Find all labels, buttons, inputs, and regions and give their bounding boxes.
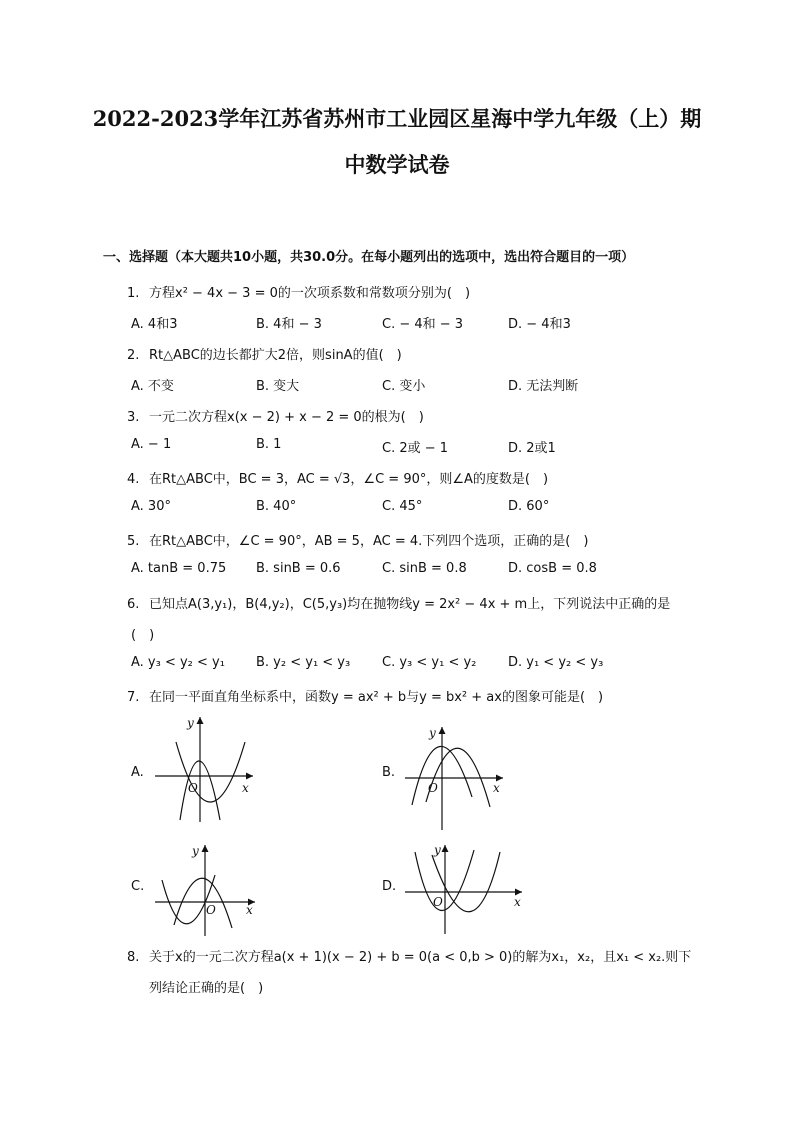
option-c[interactable]: C. sinB = 0.8 [382,561,467,576]
graph-d[interactable] [402,840,527,940]
curve-upward-parabola [176,742,245,802]
question-number: 2. [127,348,140,363]
question-8-continuation: 列结论正确的是( ) [149,981,264,996]
graph-option-c-label[interactable]: C. [131,879,145,894]
question-6-continuation: ( ) [131,628,155,643]
option-b[interactable]: B. y₂ < y₁ < y₃ [256,655,351,670]
x-axis-label: x [242,781,249,795]
option-b[interactable]: B. 1 [256,437,282,452]
y-axis-label: y [429,726,436,740]
option-a[interactable]: A. − 1 [131,437,172,452]
question-text: 在同一平面直角坐标系中，函数y = ax² + b与y = bx² + ax的图象可能是( ) [149,690,604,705]
question-6 [127,593,670,612]
origin-label: O [188,781,198,795]
graph-option-b-label[interactable]: B. [382,765,396,780]
graph-b[interactable] [400,722,510,832]
graph-option-d-label[interactable]: D. [382,879,397,894]
option-d[interactable]: D. 2或1 [508,441,556,456]
title-line-1: 2022-2023学年江苏省苏州市工业园区星海中学九年级（上）期 [92,106,702,131]
option-a[interactable]: A. 不变 [131,379,174,394]
page-title [60,96,734,188]
origin-label: O [206,903,216,917]
question-1 [127,282,470,301]
y-axis-label: y [434,843,441,857]
question-5 [127,530,588,549]
option-b[interactable]: B. 4和 − 3 [256,317,322,332]
option-d[interactable]: D. y₁ < y₂ < y₃ [508,655,604,670]
question-number: 4. [127,472,140,487]
option-d[interactable]: D. − 4和3 [508,317,571,332]
option-a[interactable]: A. 30° [131,499,171,514]
x-axis-label: x [514,895,521,909]
question-number: 7. [127,690,140,705]
origin-label: O [433,895,443,909]
y-axis-label: y [192,844,199,858]
section-heading: 一、选择题（本大题共10小题，共30.0分。在每小题列出的选项中，选出符合题目的一项） [103,250,635,265]
option-d[interactable]: D. 无法判断 [508,379,579,394]
question-8 [127,946,691,965]
option-b[interactable]: B. sinB = 0.6 [256,561,341,576]
graph-option-a-label[interactable]: A. [131,765,144,780]
question-number: 5. [127,534,140,549]
question-3 [127,406,424,425]
question-4 [127,468,548,487]
question-text: 在Rt△ABC中，∠C = 90°，AB = 5，AC = 4.下列四个选项，正确的是( ) [149,534,589,549]
question-7 [127,686,603,705]
x-axis-label: x [246,903,253,917]
y-axis-label: y [187,716,194,730]
question-number: 1. [127,286,140,301]
graph-c[interactable] [152,840,262,940]
origin-label: O [428,781,438,795]
graph-a[interactable] [150,712,260,827]
option-d[interactable]: D. cosB = 0.8 [508,561,597,576]
curve-downward-parabola [174,878,232,928]
option-a[interactable]: A. y₃ < y₂ < y₁ [131,655,225,670]
option-a[interactable]: A. tanB = 0.75 [131,561,227,576]
option-a[interactable]: A. 4和3 [131,317,178,332]
question-number: 6. [127,597,140,612]
question-number: 8. [127,950,140,965]
option-c[interactable]: C. 2或 − 1 [382,441,449,456]
option-c[interactable]: C. − 4和 − 3 [382,317,464,332]
title-line-2: 中数学试卷 [344,152,450,177]
question-text: 在Rt△ABC中，BC = 3，AC = √3，∠C = 90°，则∠A的度数是( ) [149,472,549,487]
question-text: 方程x² − 4x − 3 = 0的一次项系数和常数项分别为( ) [149,286,471,301]
x-axis-label: x [493,781,500,795]
option-c[interactable]: C. y₃ < y₁ < y₂ [382,655,477,670]
question-text: 一元二次方程x(x − 2) + x − 2 = 0的根为( ) [149,410,424,425]
question-text: Rt△ABC的边长都扩大2倍，则sinA的值( ) [149,348,402,363]
question-2 [127,344,402,363]
question-number: 3. [127,410,140,425]
option-d[interactable]: D. 60° [508,499,550,514]
option-c[interactable]: C. 45° [382,499,423,514]
option-c[interactable]: C. 变小 [382,379,426,394]
question-text: 已知点A(3,y₁)，B(4,y₂)，C(5,y₃)均在抛物线y = 2x² − 4x + m上，下列说法中正确的是 [149,597,671,612]
option-b[interactable]: B. 40° [256,499,297,514]
question-text: 关于x的一元二次方程a(x + 1)(x − 2) + b = 0(a < 0,b > 0)的解为x₁，x₂，且x₁ < x₂.则下 [149,950,692,965]
option-b[interactable]: B. 变大 [256,379,300,394]
